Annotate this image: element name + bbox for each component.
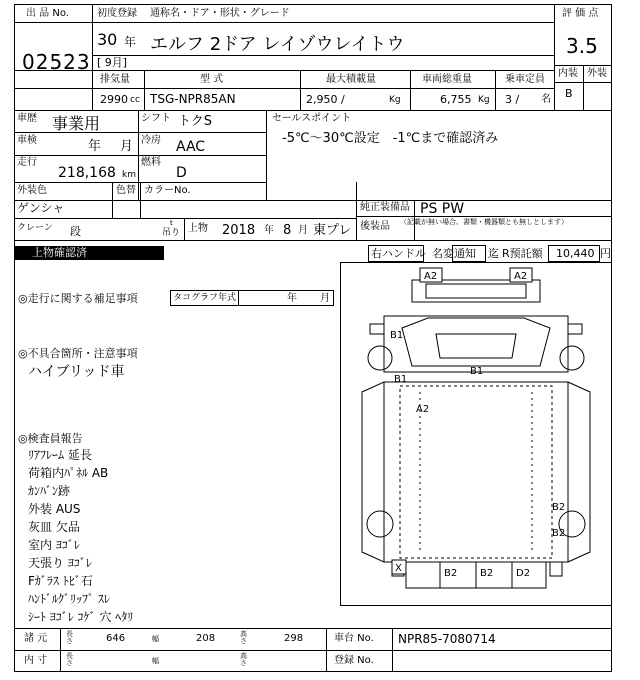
supplement-label: ◎走行に関する補足事項: [18, 292, 138, 305]
tachograph-label: タコグラフ年式: [173, 293, 237, 303]
capacity-value: 3 /: [505, 93, 520, 106]
first-reg-year: 30: [97, 30, 118, 49]
displacement-unit: cc: [130, 95, 140, 105]
upper-confirm-label: 上物確認済: [32, 246, 87, 259]
max-load-value: 2,950 /: [306, 93, 345, 106]
color-label: 外装色: [17, 185, 47, 196]
max-load-unit: Kg: [389, 95, 401, 105]
capacity-label: 乗車定員: [505, 74, 545, 85]
chassis-value: NPR85-7080714: [398, 632, 496, 646]
sales-point-label: セールスポイント: [272, 113, 352, 124]
tacho-month-unit: 月: [320, 293, 330, 304]
color-change-label: 色替: [116, 185, 136, 196]
gross-label: 車両総重量: [422, 74, 472, 85]
tacho-year-unit: 年: [287, 293, 297, 304]
lot-label: 出 品 No.: [26, 8, 69, 19]
handle-value: 右ハンドル: [371, 247, 426, 260]
max-load-label: 最大積載量: [326, 74, 376, 85]
retrofit-note: （記載が無い場合、書類・機器類とも無しとします）: [400, 218, 568, 226]
mark-x-rear-left: X: [395, 563, 402, 574]
color-value: ゲンシャ: [17, 201, 65, 215]
interior-grade: B: [565, 87, 573, 100]
mark-a2-cargo: A2: [416, 404, 430, 415]
length-value: 646: [106, 633, 126, 644]
model-value: TSG-NPR85AN: [150, 92, 236, 106]
mark-a2-front-left: A2: [424, 271, 438, 282]
mark-b2-rear-1: B2: [444, 568, 458, 579]
equip-label: 純正装備品: [360, 202, 410, 213]
inspector-line: 外装 AUS: [28, 502, 81, 516]
inspector-line: ｶﾝﾊﾞﾝ跡: [28, 484, 71, 498]
color-number-label: カラーNo.: [144, 185, 191, 196]
name-header: 通称名・ドア・形状・グレード: [150, 8, 290, 19]
deposit-unit: 円: [600, 247, 611, 260]
gross-unit: Kg: [478, 95, 490, 105]
upper-confirm-bar: [14, 246, 164, 260]
dims-label: 諸 元: [24, 633, 48, 644]
defects-label: ◎不具合箇所・注意事項: [18, 347, 138, 360]
width-value: 208: [196, 633, 216, 644]
inspector-line: 灰皿 欠品: [28, 520, 80, 534]
mileage-label: 走行: [17, 157, 37, 168]
upper-year-unit: 年: [264, 225, 274, 236]
deposit-value: 10,440: [556, 247, 595, 260]
sales-point-text: -5℃～30℃設定 -1℃まで確認済み: [282, 131, 499, 146]
mark-b2-rear-2: B2: [480, 568, 494, 579]
car-name: エルフ 2ドア レイゾウレイトウ: [150, 34, 405, 55]
length-label: 長さ: [66, 630, 73, 645]
inspector-line: Fｶﾞﾗｽ ﾄﾋﾞ石: [28, 574, 93, 588]
inspector-line: 天張り ﾖｺﾞﾚ: [28, 556, 92, 570]
exterior-label: 外装: [587, 68, 607, 79]
mark-b1-left: B1: [394, 374, 408, 385]
crane-t: t: [170, 219, 173, 227]
mark-a2-front-right: A2: [514, 271, 528, 282]
crane-steps: 段: [70, 225, 81, 238]
chassis-label: 車台 No.: [334, 633, 374, 644]
shift-label: シフト: [141, 113, 171, 124]
mileage-unit: km: [122, 170, 136, 180]
upper-month: 8: [283, 223, 292, 238]
inspector-line: ｼｰﾄ ﾖｺﾞﾚ ｺｹﾞ 穴 ﾍﾀﾘ: [28, 610, 134, 624]
history-label: 車歴: [17, 113, 37, 124]
interior-dims-label: 内 寸: [24, 655, 48, 666]
change-notice-label: 名変通知: [432, 247, 476, 260]
score-label: 評 価 点: [562, 8, 599, 19]
first-reg-month: [ 9月]: [97, 56, 128, 69]
truck-diagram: [340, 262, 612, 606]
fuel-value: D: [176, 165, 187, 181]
inspection-label: 車検: [17, 135, 37, 146]
model-label: 型 式: [200, 74, 224, 85]
mark-b2-right-upper: B2: [552, 502, 566, 513]
inspector-line: ﾊﾝﾄﾞﾙｸﾞﾘｯﾌﾟ ｽﾚ: [28, 592, 110, 606]
displacement-label: 排気量: [100, 74, 130, 85]
upper-month-unit: 月: [298, 225, 308, 236]
equip-value: PS PW: [420, 201, 465, 217]
inspector-line: 室内 ﾖｺﾞﾚ: [28, 538, 80, 552]
year-unit: 年: [124, 35, 137, 49]
retrofit-label: 後装品: [360, 221, 390, 232]
change-notice-box: [452, 245, 486, 262]
in-length-label: 長さ: [66, 652, 73, 667]
inspection-year: 年: [88, 139, 102, 154]
inspector-line: ﾘｱﾌﾚｰﾑ 延長: [28, 448, 92, 462]
mark-b1-center: B1: [470, 366, 484, 377]
until-label: 迄: [488, 247, 499, 260]
width-label: 幅: [152, 635, 159, 643]
history-value: 事業用: [52, 114, 101, 133]
mark-b1-upper-left: B1: [390, 330, 404, 341]
height-value: 298: [284, 633, 304, 644]
defects-text: ハイブリッド車: [28, 364, 125, 380]
upper-year: 2018: [222, 223, 256, 238]
in-height-label: 高さ: [240, 652, 247, 667]
displacement-value: 2990: [100, 93, 128, 106]
inspector-line: 荷箱内ﾊﾟﾈﾙ AB: [28, 466, 109, 480]
ac-label: 冷房: [141, 135, 161, 146]
fuel-label: 燃料: [141, 157, 161, 168]
mark-b2-right-lower: B2: [552, 528, 566, 539]
lot-number: 02523: [22, 50, 91, 74]
reg-label: 登録 No.: [334, 655, 374, 666]
recycle-deposit-label: R预託額: [502, 247, 543, 260]
gross-value: 6,755: [440, 93, 472, 106]
upper-label: 上物: [188, 223, 208, 234]
inspection-month: 月: [120, 139, 134, 154]
first-reg-label: 初度登録: [97, 8, 137, 19]
ac-value: AAC: [176, 139, 206, 155]
upper-maker: 東プレ: [313, 223, 352, 238]
mileage-value: 218,168: [58, 165, 116, 181]
score-value: 3.5: [566, 34, 598, 58]
capacity-unit: 名: [541, 94, 551, 105]
in-width-label: 幅: [152, 657, 159, 665]
inspector-label: ◎検査員報告: [18, 432, 83, 445]
crane-hang: 吊り: [162, 228, 181, 238]
shift-value: トクS: [178, 114, 212, 129]
height-label: 高さ: [240, 630, 247, 645]
mark-d2-rear: D2: [516, 568, 531, 579]
interior-label: 内装: [558, 68, 578, 79]
crane-label: クレーン: [17, 223, 53, 233]
